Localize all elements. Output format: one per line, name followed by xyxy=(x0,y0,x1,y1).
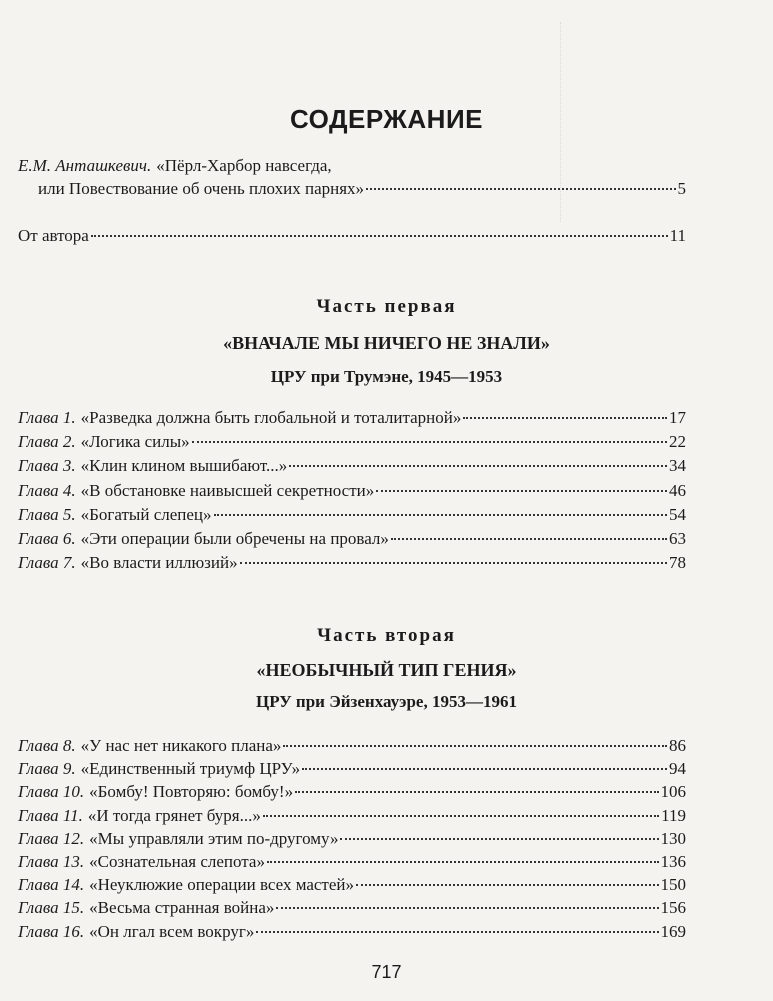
toc-chapter-entry[interactable] xyxy=(18,852,686,872)
toc-chapter-entry[interactable] xyxy=(18,782,686,802)
entry-author: Е.М. Анташкевич. xyxy=(18,156,152,175)
chapter-label: Глава 16. xyxy=(18,921,85,941)
chapter-title: «Во власти иллюзий» xyxy=(80,553,238,573)
chapter-page: 46 xyxy=(669,480,686,500)
chapter-label: Глава 15. xyxy=(18,898,85,918)
toc-chapter-entry[interactable] xyxy=(18,875,686,895)
toc-entry-intro[interactable] xyxy=(38,179,686,199)
chapter-page: 54 xyxy=(669,504,686,524)
toc-chapter-entry[interactable] xyxy=(18,505,686,525)
page-title: СОДЕРЖАНИЕ xyxy=(290,104,483,134)
chapter-page: 169 xyxy=(660,921,686,941)
toc-chapter-entry[interactable] xyxy=(18,481,686,501)
chapter-label: Глава 2. xyxy=(18,432,76,452)
chapter-page: 94 xyxy=(669,759,686,779)
toc-chapter-entry[interactable] xyxy=(18,806,686,826)
chapter-title: «Богатый слепец» xyxy=(80,504,212,524)
dot-leader xyxy=(192,441,667,443)
toc-chapter-entry[interactable] xyxy=(18,898,686,918)
page-number: 717 xyxy=(371,962,402,982)
chapter-label: Глава 8. xyxy=(18,736,76,755)
chapter-page: 106 xyxy=(660,782,686,802)
chapter-title: «Сознательная слепота» xyxy=(89,852,265,871)
chapter-label: Глава 10. xyxy=(18,782,85,802)
chapter-label: Глава 7. xyxy=(18,553,76,573)
chapter-title: «Мы управляли этим по-другому» xyxy=(89,828,339,848)
entry-title-line2: или Повествование об очень плохих парнях» xyxy=(38,179,365,198)
chapter-label: Глава 12. xyxy=(18,828,85,848)
dot-leader xyxy=(302,768,667,770)
toc-chapter-entry[interactable] xyxy=(18,529,686,549)
chapter-title: «Он лгал всем вокруг» xyxy=(89,921,255,941)
dot-leader xyxy=(295,791,658,793)
chapter-title: «Весьма странная война» xyxy=(89,898,275,918)
dot-leader xyxy=(376,490,667,492)
toc-chapter-entry[interactable] xyxy=(18,759,686,779)
chapter-page: 86 xyxy=(669,736,686,755)
dot-leader xyxy=(263,815,659,817)
dot-leader xyxy=(340,838,658,840)
chapter-title: «У нас нет никакого плана» xyxy=(80,736,282,755)
entry-page: 11 xyxy=(669,226,686,245)
chapter-title: «Единственный триумф ЦРУ» xyxy=(80,759,301,779)
dot-leader xyxy=(91,235,668,237)
chapter-page: 78 xyxy=(669,553,686,573)
chapter-label: Глава 1. xyxy=(18,408,76,427)
part-heading: Часть вторая xyxy=(317,625,456,646)
chapter-label: Глава 14. xyxy=(18,875,85,895)
chapter-title: «В обстановке наивысшей секретности» xyxy=(80,480,375,500)
chapter-label: Глава 6. xyxy=(18,529,76,548)
chapter-label: Глава 11. xyxy=(18,805,83,825)
chapter-page: 130 xyxy=(660,828,686,848)
part-heading: Часть первая xyxy=(316,296,457,317)
chapter-page: 34 xyxy=(669,456,686,476)
chapter-title: «Клин клином вышибают...» xyxy=(80,456,288,476)
dot-leader xyxy=(283,745,667,747)
dot-leader xyxy=(366,188,675,190)
part-period: ЦРУ при Эйзенхауэре, 1953—1961 xyxy=(256,692,517,711)
dot-leader xyxy=(463,417,667,419)
dot-leader xyxy=(256,931,658,933)
chapter-page: 156 xyxy=(660,898,686,918)
dot-leader xyxy=(267,861,659,863)
dot-leader xyxy=(240,562,667,564)
chapter-page: 119 xyxy=(661,805,686,825)
chapter-label: Глава 4. xyxy=(18,480,76,500)
toc-chapter-entry[interactable] xyxy=(18,432,686,452)
toc-chapter-entry[interactable] xyxy=(18,553,686,573)
chapter-title: «Логика силы» xyxy=(80,432,190,452)
chapter-page: 17 xyxy=(669,408,686,427)
chapter-title: «Неуклюжие операции всех мастей» xyxy=(89,875,355,895)
chapter-page: 22 xyxy=(669,432,686,452)
part-subtitle: «ВНАЧАЛЕ МЫ НИЧЕГО НЕ ЗНАЛИ» xyxy=(223,333,550,353)
toc-entry-intro-line1[interactable] xyxy=(18,156,686,176)
chapter-label: Глава 5. xyxy=(18,504,76,524)
part-period: ЦРУ при Трумэне, 1945—1953 xyxy=(270,367,503,386)
toc-entry-from-author[interactable] xyxy=(18,226,686,246)
chapter-page: 63 xyxy=(669,529,686,548)
chapter-title: «Бомбу! Повторяю: бомбу!» xyxy=(89,782,294,802)
chapter-page: 150 xyxy=(660,875,686,895)
dot-leader xyxy=(214,514,667,516)
dot-leader xyxy=(391,538,667,540)
dot-leader xyxy=(356,884,658,886)
toc-chapter-entry[interactable] xyxy=(18,408,686,428)
chapter-label: Глава 13. xyxy=(18,852,85,871)
chapter-label: Глава 9. xyxy=(18,759,76,779)
toc-chapter-entry[interactable] xyxy=(18,736,686,756)
toc-chapter-entry[interactable] xyxy=(18,922,686,942)
chapter-title: «И тогда грянет буря...» xyxy=(87,805,261,825)
entry-title: От автора xyxy=(18,226,89,245)
chapter-page: 136 xyxy=(660,852,686,871)
dot-leader xyxy=(289,465,667,467)
toc-chapter-entry[interactable] xyxy=(18,829,686,849)
chapter-label: Глава 3. xyxy=(18,456,76,476)
entry-page: 5 xyxy=(677,179,686,198)
part-subtitle: «НЕОБЫЧНЫЙ ТИП ГЕНИЯ» xyxy=(256,660,517,680)
dot-leader xyxy=(276,907,658,909)
toc-chapter-entry[interactable] xyxy=(18,456,686,476)
chapter-title: «Разведка должна быть глобальной и тоталитарной» xyxy=(80,408,462,427)
chapter-title: «Эти операции были обречены на провал» xyxy=(80,529,389,548)
entry-title-line1: «Пёрл-Харбор навсегда, xyxy=(156,156,332,175)
